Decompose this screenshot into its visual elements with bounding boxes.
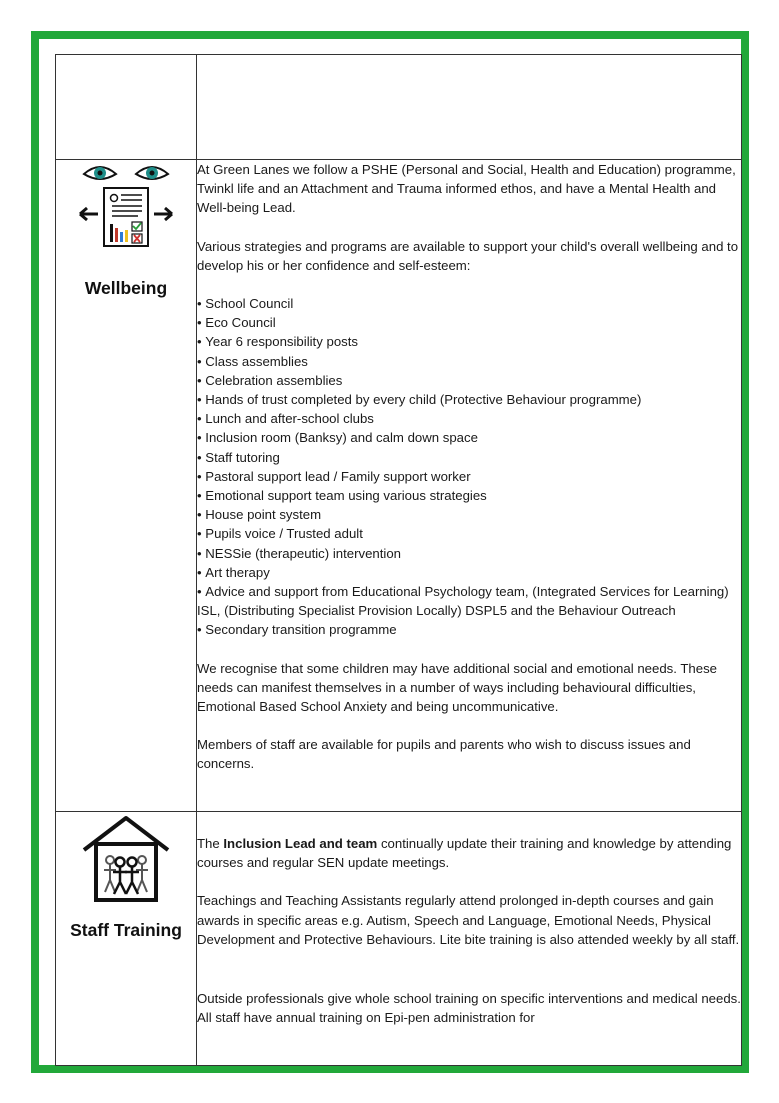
list-item: • Eco Council <box>197 313 741 332</box>
list-item: • Art therapy <box>197 563 741 582</box>
list-item: • Emotional support team using various strategies <box>197 486 741 505</box>
green-page-border <box>31 31 749 1073</box>
list-item: • Celebration assemblies <box>197 371 741 390</box>
wellbeing-eyes-chart-icon <box>76 162 176 262</box>
empty-right-cell <box>197 55 742 160</box>
wellbeing-paragraph-3: We recognise that some children may have additional social and emotional needs. These needs can manifest themselves in a number of ways including behavioural difficulties, Emotional Based School Anxiety and being uncommunicative. <box>197 660 717 715</box>
list-item: • Class assemblies <box>197 352 741 371</box>
wellbeing-content-cell <box>197 160 742 812</box>
list-item: • Hands of trust completed by every child (Protective Behaviour programme) <box>197 390 741 409</box>
wellbeing-paragraph-1: At Green Lanes we follow a PSHE (Personal and Social, Health and Education) programme, Twinkl life and an Attachment and Trauma informed ethos, and have a Mental Health and Well-being Lead. <box>197 162 736 216</box>
staff-p1-pre: The <box>197 836 224 851</box>
list-item: • Pastoral support lead / Family support worker <box>197 467 741 486</box>
staff-training-row <box>56 812 742 1066</box>
list-item: • Pupils voice / Trusted adult <box>197 524 741 543</box>
staff-training-content-cell <box>197 812 742 1066</box>
right-eye-icon <box>136 167 168 179</box>
list-item: • Advice and support from Educational Psychology team, (Integrated Services for Learning) ISL, (Distributing Specialist Provision Locally) DSPL5 and the Behaviour Outreach <box>197 582 741 620</box>
wellbeing-label-cell <box>56 160 197 812</box>
staff-training-label-cell <box>56 812 197 1066</box>
wellbeing-list <box>197 294 741 640</box>
wellbeing-label: Wellbeing <box>84 278 168 298</box>
staff-paragraph-3: Outside professionals give whole school training on specific interventions and medical needs. All staff have annual training on Epi-pen administration for <box>197 991 741 1026</box>
list-item: • Staff tutoring <box>197 448 741 467</box>
wellbeing-row <box>56 160 742 812</box>
staff-p1-post: continually update their training and knowledge by attending courses and regular SEN update meetings. <box>197 836 732 871</box>
empty-left-cell <box>56 55 197 160</box>
staff-training-label: Staff Training <box>70 920 182 940</box>
empty-row <box>56 55 742 160</box>
list-item: • Lunch and after-school clubs <box>197 409 741 428</box>
wellbeing-paragraph-2: Various strategies and programs are available to support your child's overall wellbeing and to develop his or her confidence and self-esteem: <box>197 238 739 273</box>
school-house-people-icon <box>76 814 176 906</box>
staff-paragraph-2: Teachings and Teaching Assistants regularly attend prolonged in-depth courses and gain awards in specific areas e.g. Autism, Speech and Language, Emotional Needs, Physical Development and Protective Behaviours. Lite bite training is also attended weekly by all staff. <box>197 893 740 947</box>
info-table <box>55 54 742 1066</box>
left-eye-icon <box>84 167 116 179</box>
inclusion-lead-bold: Inclusion Lead and team <box>223 836 378 851</box>
wellbeing-paragraph-4: Members of staff are available for pupils and parents who wish to discuss issues and concerns. <box>197 737 691 772</box>
list-item: • Year 6 responsibility posts <box>197 332 741 351</box>
list-item: • School Council <box>197 294 741 313</box>
list-item: • Secondary transition programme <box>197 620 741 639</box>
list-item: • House point system <box>197 505 741 524</box>
list-item: • NESSie (therapeutic) intervention <box>197 544 741 563</box>
list-item: • Inclusion room (Banksy) and calm down space <box>197 428 741 447</box>
staff-paragraph-1 <box>197 834 741 872</box>
